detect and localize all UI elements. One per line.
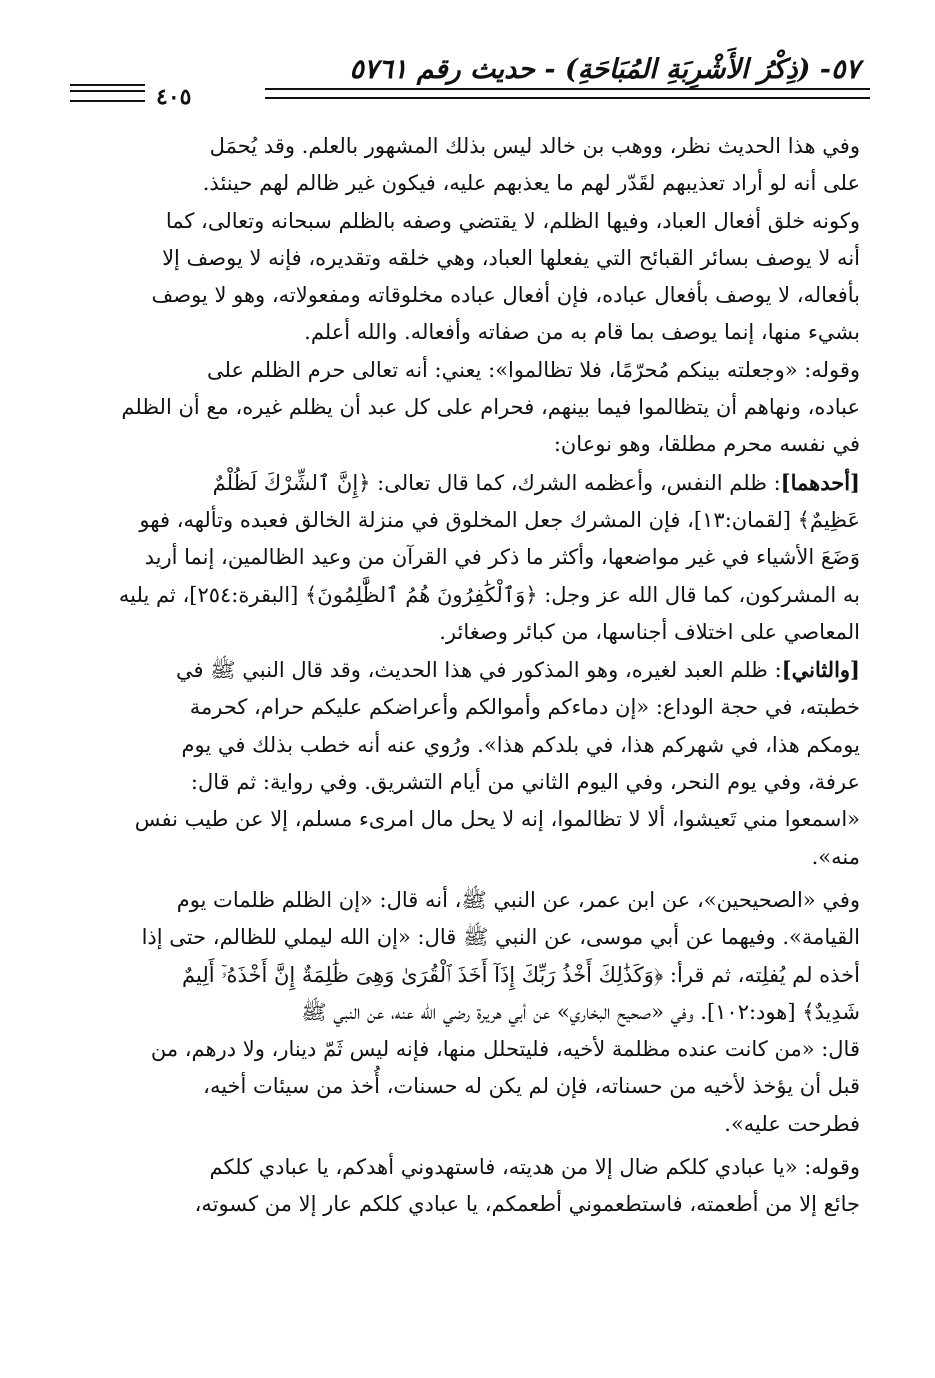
paragraph-text: : ظلم النفس، وأعظمه الشرك، كما قال تعالى: ﴿إِنَّ ٱلشِّرْكَ لَظُلْمٌ عَظِيمٌ﴾ [لقمان:١٣]، فإن المشرك جعل المخلوق في منزلة الخالق فعبده وتألهه، فهو وَضَعَ الأشياء في غير مواضعها، وأكثر ما ذكر في القرآن من وعيد الظالمين، إنما أريد به المشركون، كما قال الله عز وجل: ﴿وَٱلْكَٰفِرُونَ هُمُ ٱلظَّٰلِمُونَ﴾ [البقرة:٢٥٤]، ثم يليه المعاصي على اختلاف أجناسها، من كبائر وصغائر. [118, 470, 860, 644]
running-header [70, 52, 860, 110]
paragraph-lead: [أحدهما] [780, 469, 860, 495]
paragraph [76, 1149, 860, 1224]
paragraph [76, 464, 860, 651]
paragraph [76, 651, 860, 876]
page-number: ٤٠٥ [156, 84, 192, 110]
paragraph-text: وفي «الصحيحين»، عن ابن عمر، عن النبي ﷺ، أنه قال: «إن الظلم ظلمات يوم القيامة». وفيهما عن أبي موسى، عن النبي ﷺ قال: «إن الله ليملي للظالم، حتى إذا أخذه لم يُفلِته، ثم قرأ: ﴿وَكَذَٰلِكَ أَخْذُ رَبِّكَ إِذَآ أَخَذَ ٱلْقُرَىٰ وَهِىَ ظَٰلِمَةٌ إِنَّ أَخْذَهُۥٓ أَلِيمٌ شَدِيدٌ﴾ [هود:١٠٢]. وفي «صحيح البخاري» عن أبي هريرة رضي الله عنه، عن النبي ﷺ قال: «من كانت عنده مظلمة لأخيه، فليتحلل منها، فإنه ليس ثَمّ دينار، ولا درهم، من قبل أن يؤخذ لأخيه من حسناته، فإن لم يكن له حسنات، أُخذ من سيئات أخيه، فطرحت عليه». [141, 887, 860, 1136]
paragraph-text: وقوله: «يا عبادي كلكم ضال إلا من هديته، فاستهدوني أهدكم، يا عبادي كلكم جائع إلا من أطعمته، فاستطعموني أطعمكم، يا عبادي كلكم عار إلا من كسوته، [194, 1155, 860, 1217]
paragraph [76, 128, 860, 203]
header-rule [265, 88, 870, 99]
paragraph [76, 882, 860, 1143]
header-rule-short [70, 84, 145, 102]
chapter-title: ٥٧- (ذِكْرُ الأَشْرِبَةِ المُبَاحَةِ) - حديث رقم ٥٧٦١ [349, 54, 860, 85]
paragraph-text: وكونه خلق أفعال العباد، وفيها الظلم، لا يقتضي وصفه بالظلم سبحانه وتعالى، كما أنه لا يوصف بسائر القبائح التي يفعلها العباد، وهي خلقه وتقديره، فإنه لا يوصف إلا بأفعاله، لا يوصف بأفعال عباده، فإن أفعال عباده مخلوقاته ومفعولاته، وهو لا يوصف بشيء منها، إنما يوصف بما قام به من صفاته وأفعاله. والله أعلم. [151, 208, 860, 345]
paragraph [76, 352, 860, 464]
main-text [76, 128, 860, 1224]
paragraph-lead: [والثاني] [781, 657, 860, 683]
paragraph [76, 203, 860, 352]
paragraph-text: وفي هذا الحديث نظر، ووهب بن خالد ليس بذلك المشهور بالعلم. وقد يُحمَل على أنه لو أراد تعذيبهم لقَدّر لهم ما يعذبهم عليه، فيكون غير ظالم لهم حينئذ. [202, 134, 860, 196]
paragraph-text: وقوله: «وجعلته بينكم مُحرّمًا، فلا تظالموا»: يعني: أنه تعالى حرم الظلم على عباده، ونهاهم أن يتظالموا فيما بينهم، فحرام على كل عبد أن يظلم غيره، مع أن الظلم في نفسه محرم مطلقا، وهو نوعان: [121, 357, 860, 457]
paragraph-text: : ظلم العبد لغيره، وهو المذكور في هذا الحديث، وقد قال النبي ﷺ في خطبته، في حجة الوداع: «إن دماءكم وأموالكم وأعراضكم عليكم حرام، كحرمة يومكم هذا، في شهركم هذا، في بلدكم هذا». ورُوي عنه أنه خطب بذلك في يوم عرفة، وفي يوم النحر، وفي اليوم الثاني من أيام التشريق. وفي رواية: ثم قال: «اسمعوا مني تَعيشوا، ألا لا تظالموا، إنه لا يحل مال امرىء مسلم، إلا عن طيب نفس منه». [134, 658, 860, 869]
